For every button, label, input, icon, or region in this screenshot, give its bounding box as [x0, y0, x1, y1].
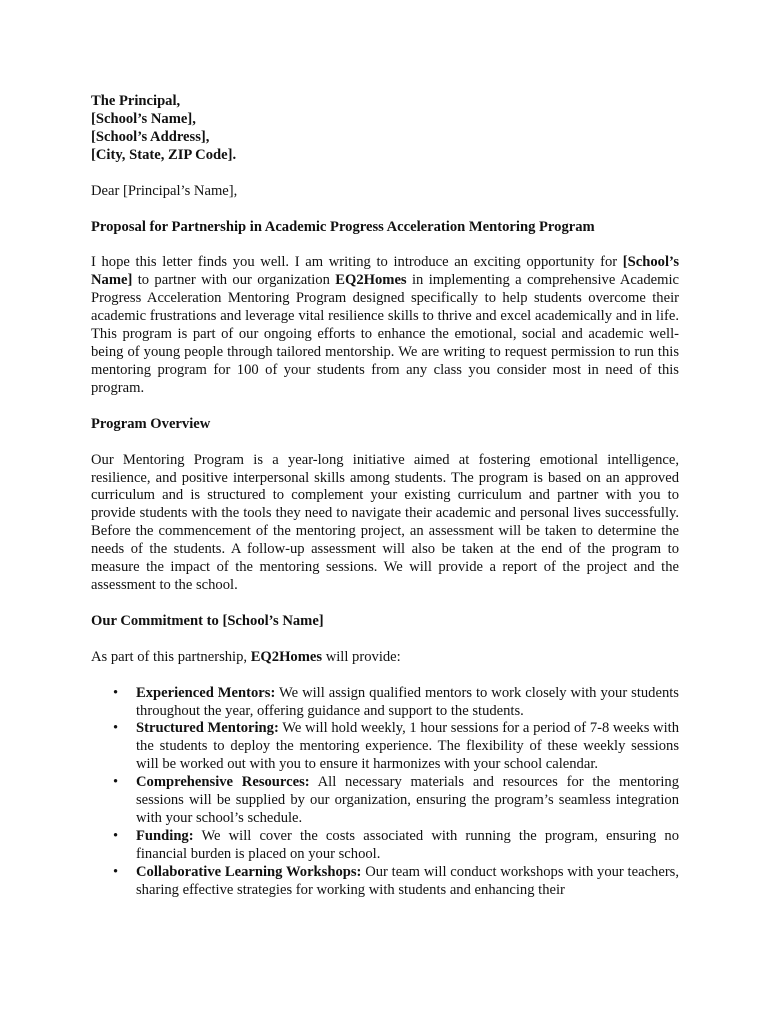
letter-page: [91, 93, 679, 900]
list-item: [91, 685, 679, 721]
commitment-lead: [91, 649, 679, 667]
bullet-icon: •: [113, 827, 119, 844]
intro-text-1: I hope this letter finds you well. I am writing to introduce an exciting opportunity for: [91, 254, 623, 271]
salutation: Dear [Principal’s Name],: [91, 182, 238, 199]
recipient-address: [91, 93, 679, 165]
item-text: All necessary materials and resources for the mentoring sessions will be supplied by our organization, ensuring the program’s seamless integration with your school’s schedule.: [136, 774, 679, 826]
list-item: [91, 864, 679, 900]
commitment-lead-org: EQ2Homes: [250, 648, 323, 665]
list-item: [91, 774, 679, 828]
intro-paragraph: [91, 254, 679, 397]
commitment-heading: Our Commitment to [School’s Name]: [91, 612, 324, 629]
item-title: Collaborative Learning Workshops:: [136, 863, 362, 880]
bullet-icon: •: [113, 774, 119, 791]
item-text: Our team will conduct workshops with your teachers, sharing effective strategies for working with students and enhancing their: [136, 863, 679, 898]
commitment-list: [91, 685, 679, 900]
intro-text-3: in implementing a comprehensive Academic Progress Acceleration Mentoring Program designed specifically to help students overcome their academic frustrations and leverage vital resilience skills to thrive and excel academically and in life. This program is part of our ongoing efforts to enhance the emotional, social and academic well-being of young people through tailored mentorship. We are writing to request permission to run this mentoring program for 100 of your students from any class you consider most in need of this program.: [91, 272, 680, 396]
list-item: [91, 720, 679, 774]
address-line-4: [City, State, ZIP Code].: [91, 146, 237, 163]
overview-paragraph: Our Mentoring Program is a year-long initiative aimed at fostering emotional intelligence, resilience, and positive interpersonal skills among students. The program is based on an approved curriculum and is structured to complement your existing curriculum and partner with you to provide students with the tools they need to navigate their academic and personal lives successfully. Before the commencement of the mentoring project, an assessment will be taken to determine the needs of the students. A follow-up assessment will also be taken at the end of the program to measure the impact of the mentoring sessions. We will provide a report of the project and the assessment to the school.: [91, 451, 679, 593]
item-text: We will hold weekly, 1 hour sessions for a period of 7-8 weeks with the students to deploy the mentoring experience. The flexibility of these weekly sessions will be worked out with you to ensure it harmonizes with your school calendar.: [136, 720, 679, 773]
bullet-icon: •: [113, 684, 119, 701]
intro-org-name: EQ2Homes: [335, 272, 407, 289]
intro-school-name: [School’s Name]: [91, 254, 679, 289]
item-text: We will cover the costs associated with running the program, ensuring no financial burden is placed on your school.: [136, 827, 679, 862]
bullet-icon: •: [113, 720, 119, 737]
subject-line: Proposal for Partnership in Academic Progress Acceleration Mentoring Program: [91, 218, 595, 235]
item-title: Comprehensive Resources:: [136, 774, 310, 791]
item-title: Experienced Mentors:: [136, 684, 276, 701]
bullet-icon: •: [113, 863, 119, 880]
item-title: Funding:: [136, 827, 194, 844]
item-text: We will assign qualified mentors to work closely with your students throughout the year, offering guidance and support to the students.: [136, 684, 679, 719]
address-line-3: [School’s Address],: [91, 128, 210, 145]
commitment-lead-text-2: will provide:: [322, 648, 401, 665]
item-title: Structured Mentoring:: [136, 720, 279, 737]
commitment-lead-text-1: As part of this partnership,: [91, 648, 251, 665]
address-line-1: The Principal,: [91, 93, 181, 109]
list-item: [91, 828, 679, 864]
intro-text-2: to partner with our organization: [132, 272, 336, 289]
address-line-2: [School’s Name],: [91, 110, 196, 127]
overview-heading: Program Overview: [91, 415, 211, 432]
